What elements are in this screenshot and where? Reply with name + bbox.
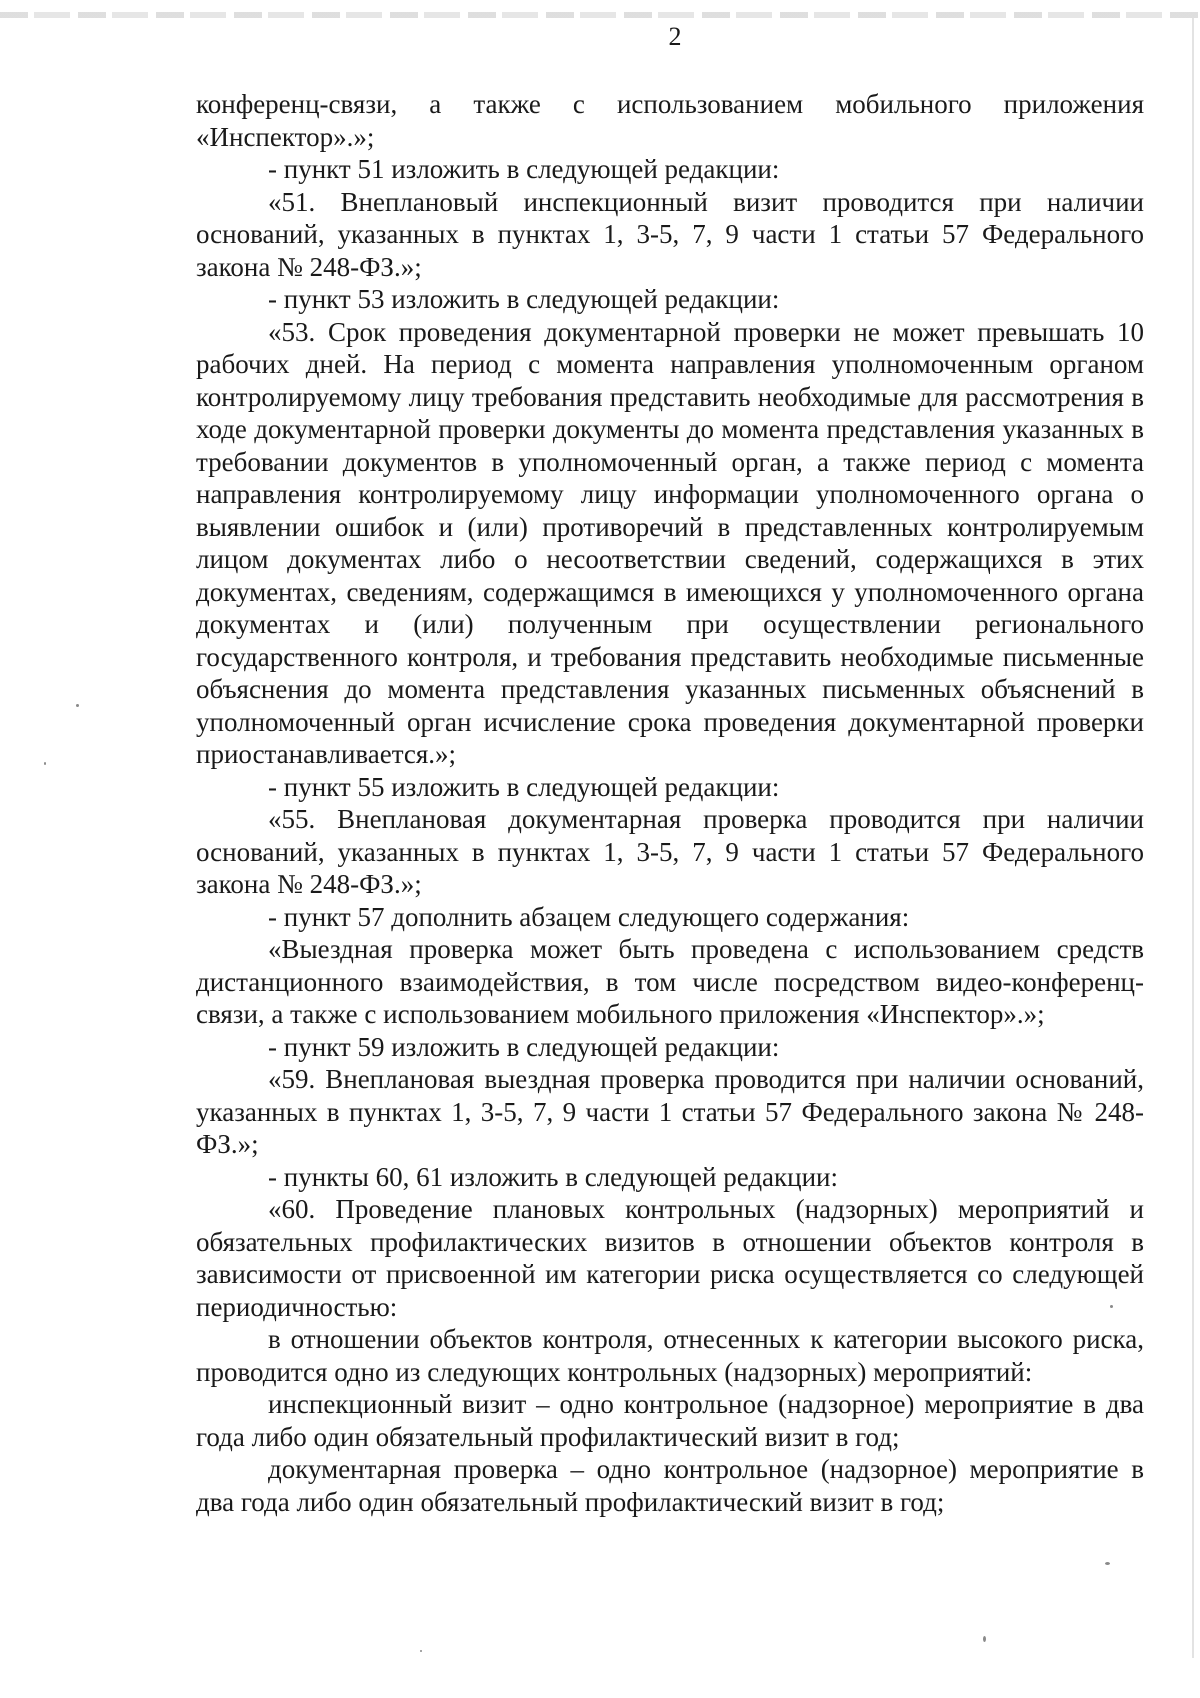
paragraph-amend-55: - пункт 55 изложить в следующей редакции: (268, 771, 780, 802)
paragraph-high-risk: в отношении объектов контроля, отнесенных к категории высокого риска, проводится одно из следующих контрольных (надзорных) мероприятий: (196, 1324, 1144, 1387)
paragraph-amend-59: - пункт 59 изложить в следующей редакции: (268, 1031, 780, 1062)
document-body (196, 88, 1144, 1518)
paragraph-amend-51: - пункт 51 изложить в следующей редакции: (268, 154, 780, 184)
scan-speck (44, 762, 46, 765)
paragraph-amend-53: - пункт 53 изложить в следующей редакции: (268, 284, 780, 314)
scan-speck (983, 1636, 986, 1642)
paragraph-clause-53: «53. Срок проведения документарной проверки не может превышать 10 рабочих дней. На период с момента направления уполномоченным органом контролируемому лицу требования представить необходимые для рассмотрения в ходе документарной проверки документы до момента представления указанных в требовании документов в уполномоченный орган, а также период с момента направления контролируемому лицу информации уполномоченного органа о выявлении ошибок и (или) противоречий в представленных контролируемым лицом документах либо о несоответствии сведений, содержащихся в этих документах, сведениям, содержащимся в имеющихся у уполномоченного органа документах и (или) полученным при осуществлении регионального государственного контроля, и требования представить необходимые письменные объяснения до момента представления указанных письменных объяснений в уполномоченный орган исчисление срока проведения документарной проверки приостанавливается.»; (196, 316, 1144, 769)
paragraph-clause-55: «55. Внеплановая документарная проверка проводится при наличии оснований, указанных в пунктах 1, 3-5, 7, 9 части 1 статьи 57 Федерального закона № 248-ФЗ.»; (196, 804, 1144, 899)
scan-speck (1110, 1305, 1113, 1308)
paragraph-amend-60-61: - пункты 60, 61 изложить в следующей редакции: (268, 1161, 839, 1192)
scan-speck (1105, 1562, 1110, 1565)
paragraph-clause-57: «Выездная проверка может быть проведена с использованием средств дистанционного взаимодействия, в том числе посредством видео-конференц-связи, а также с использованием мобильного приложения «Инспектор».»; (196, 934, 1144, 1029)
paragraph-amend-57: - пункт 57 дополнить абзацем следующего содержания: (268, 901, 910, 932)
paragraph-inspection-visit: инспекционный визит – одно контрольное (надзорное) мероприятие в два года либо один обязательный профилактический визит в год; (196, 1389, 1144, 1452)
paragraph-continuation: конференц-связи, а также с использованием мобильного приложения «Инспектор».»; (196, 89, 1144, 152)
paragraph-clause-51: «51. Внеплановый инспекционный визит проводится при наличии оснований, указанных в пунктах 1, 3-5, 7, 9 части 1 статьи 57 Федерального закона № 248-ФЗ.»; (196, 186, 1144, 282)
scan-edge-top (0, 12, 1200, 18)
paragraph-clause-60: «60. Проведение плановых контрольных (надзорных) мероприятий и обязательных профилактических визитов в отношении объектов контроля в зависимости от присвоенной им категории риска осуществляется со следующей периодичностью: (196, 1194, 1144, 1322)
page-number: 2 (668, 22, 682, 51)
paragraph-document-check: документарная проверка – одно контрольное (надзорное) мероприятие в два года либо один обязательный профилактический визит в год; (196, 1454, 1144, 1517)
scan-speck (420, 1650, 422, 1652)
paragraph-clause-59: «59. Внеплановая выездная проверка проводится при наличии оснований, указанных в пунктах 1, 3-5, 7, 9 части 1 статьи 57 Федерального закона № 248-ФЗ.»; (196, 1064, 1144, 1159)
scan-speck (76, 704, 79, 707)
scan-edge-right (1192, 18, 1194, 1658)
